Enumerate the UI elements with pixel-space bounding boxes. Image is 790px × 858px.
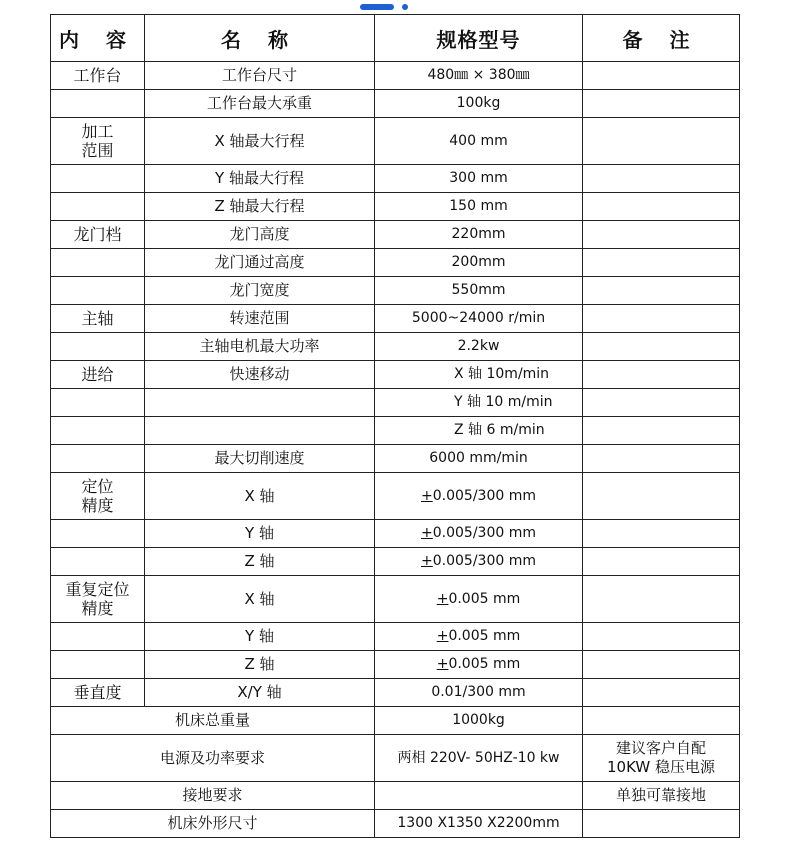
row-spec: 两相 220V- 50HZ-10 kw [375, 735, 583, 782]
row-note [583, 277, 740, 305]
row-category [51, 333, 145, 361]
active-page-dot [360, 4, 394, 10]
row-spec: X 轴 10m/min [375, 361, 583, 389]
row-note [583, 417, 740, 445]
merged-label: 机床外形尺寸 [51, 810, 375, 838]
tolerance-value: 0.005 mm [448, 656, 521, 672]
plus-minus-sign: + [421, 487, 433, 504]
merged-label: 接地要求 [51, 782, 375, 810]
row-spec: 2.2kw [375, 333, 583, 361]
tolerance-value: 0.005/300 mm [432, 553, 536, 569]
row-name: 工作台最大承重 [145, 90, 375, 118]
row-category: 进给 [51, 361, 145, 389]
row-spec [375, 576, 583, 623]
row-name: Y 轴 [145, 623, 375, 651]
row-category: 重复定位 精度 [51, 576, 145, 623]
row-name: 主轴电机最大功率 [145, 333, 375, 361]
row-name: 快速移动 [145, 361, 375, 389]
tolerance-value: 0.005 mm [448, 590, 521, 607]
row-spec: 5000~24000 r/min [375, 305, 583, 333]
row-note: 单独可靠接地 [583, 782, 740, 810]
row-note [583, 165, 740, 193]
table-row [51, 576, 740, 623]
row-spec: 100kg [375, 90, 583, 118]
table-row-merged [51, 735, 740, 782]
row-note [583, 90, 740, 118]
plus-minus-sign: + [436, 656, 449, 672]
row-spec: Y 轴 10 m/min [375, 389, 583, 417]
row-category [51, 548, 145, 576]
row-name: X 轴 [145, 576, 375, 623]
row-category: 加工 范围 [51, 118, 145, 165]
row-spec: 550mm [375, 277, 583, 305]
row-category [51, 249, 145, 277]
row-spec: Z 轴 6 m/min [375, 417, 583, 445]
row-name [145, 389, 375, 417]
row-name: X/Y 轴 [145, 679, 375, 707]
row-category [51, 389, 145, 417]
row-name: 龙门高度 [145, 221, 375, 249]
row-category: 工作台 [51, 62, 145, 90]
table-row-merged [51, 782, 740, 810]
row-spec: 300 mm [375, 165, 583, 193]
row-note [583, 679, 740, 707]
page-dot [402, 4, 408, 10]
plus-minus-sign: + [421, 525, 433, 541]
row-category [51, 193, 145, 221]
row-spec [375, 548, 583, 576]
row-note [583, 473, 740, 520]
row-note [583, 651, 740, 679]
merged-label: 机床总重量 [51, 707, 375, 735]
row-category: 主轴 [51, 305, 145, 333]
spec-table [50, 14, 740, 838]
row-spec: 6000 mm/min [375, 445, 583, 473]
merged-label: 电源及功率要求 [51, 735, 375, 782]
row-note [583, 810, 740, 838]
table-header-row [51, 15, 740, 62]
table-row [51, 305, 740, 333]
row-spec [375, 473, 583, 520]
header-note: 备 注 [583, 15, 740, 62]
row-name: 龙门宽度 [145, 277, 375, 305]
row-name: Z 轴最大行程 [145, 193, 375, 221]
row-category [51, 277, 145, 305]
row-spec: 400 mm [375, 118, 583, 165]
row-category [51, 651, 145, 679]
row-spec: 0.01/300 mm [375, 679, 583, 707]
row-name: Z 轴 [145, 651, 375, 679]
row-note [583, 193, 740, 221]
header-spec: 规格型号 [375, 15, 583, 62]
row-name: X 轴 [145, 473, 375, 520]
table-row [51, 361, 740, 389]
row-name [145, 417, 375, 445]
table-row [51, 389, 740, 417]
table-row [51, 679, 740, 707]
row-category: 定位 精度 [51, 473, 145, 520]
row-category [51, 90, 145, 118]
table-row [51, 193, 740, 221]
row-spec: 200mm [375, 249, 583, 277]
table-row [51, 445, 740, 473]
row-category [51, 623, 145, 651]
row-note [583, 62, 740, 90]
tolerance-value: 0.005/300 mm [432, 487, 536, 504]
row-name: 转速范围 [145, 305, 375, 333]
row-category: 垂直度 [51, 679, 145, 707]
row-spec: 480㎜ × 380㎜ [375, 62, 583, 90]
row-note [583, 249, 740, 277]
table-row [51, 623, 740, 651]
row-note [583, 305, 740, 333]
plus-minus-sign: + [421, 553, 433, 569]
row-category [51, 165, 145, 193]
row-note [583, 576, 740, 623]
table-row [51, 473, 740, 520]
row-note [583, 221, 740, 249]
table-row [51, 417, 740, 445]
table-row [51, 651, 740, 679]
row-spec [375, 520, 583, 548]
row-spec: 150 mm [375, 193, 583, 221]
row-name: 最大切削速度 [145, 445, 375, 473]
row-note [583, 445, 740, 473]
row-category [51, 445, 145, 473]
row-category [51, 417, 145, 445]
row-note [583, 361, 740, 389]
table-row [51, 249, 740, 277]
row-name: Y 轴最大行程 [145, 165, 375, 193]
row-spec [375, 782, 583, 810]
table-row [51, 277, 740, 305]
table-row [51, 165, 740, 193]
plus-minus-sign: + [436, 628, 449, 644]
row-note [583, 118, 740, 165]
tolerance-value: 0.005 mm [448, 628, 521, 644]
table-row [51, 333, 740, 361]
row-name: Y 轴 [145, 520, 375, 548]
row-note [583, 333, 740, 361]
table-row [51, 118, 740, 165]
tolerance-value: 0.005/300 mm [432, 525, 536, 541]
table-row [51, 90, 740, 118]
row-name: 龙门通过高度 [145, 249, 375, 277]
row-spec: 1300 X1350 X2200mm [375, 810, 583, 838]
row-spec [375, 623, 583, 651]
table-row [51, 221, 740, 249]
row-category: 龙门档 [51, 221, 145, 249]
row-spec [375, 651, 583, 679]
row-spec: 220mm [375, 221, 583, 249]
row-note [583, 548, 740, 576]
plus-minus-sign: + [436, 590, 449, 607]
row-name: X 轴最大行程 [145, 118, 375, 165]
row-note: 建议客户自配 10KW 稳压电源 [583, 735, 740, 782]
table-body [51, 62, 740, 838]
header-name: 名 称 [145, 15, 375, 62]
row-category [51, 520, 145, 548]
row-note [583, 707, 740, 735]
header-category: 内 容 [51, 15, 145, 62]
row-note [583, 623, 740, 651]
row-name: 工作台尺寸 [145, 62, 375, 90]
row-spec: 1000kg [375, 707, 583, 735]
row-note [583, 520, 740, 548]
table-row [51, 520, 740, 548]
table-row-merged [51, 707, 740, 735]
table-row [51, 548, 740, 576]
table-row [51, 62, 740, 90]
row-name: Z 轴 [145, 548, 375, 576]
table-row-merged [51, 810, 740, 838]
row-note [583, 389, 740, 417]
